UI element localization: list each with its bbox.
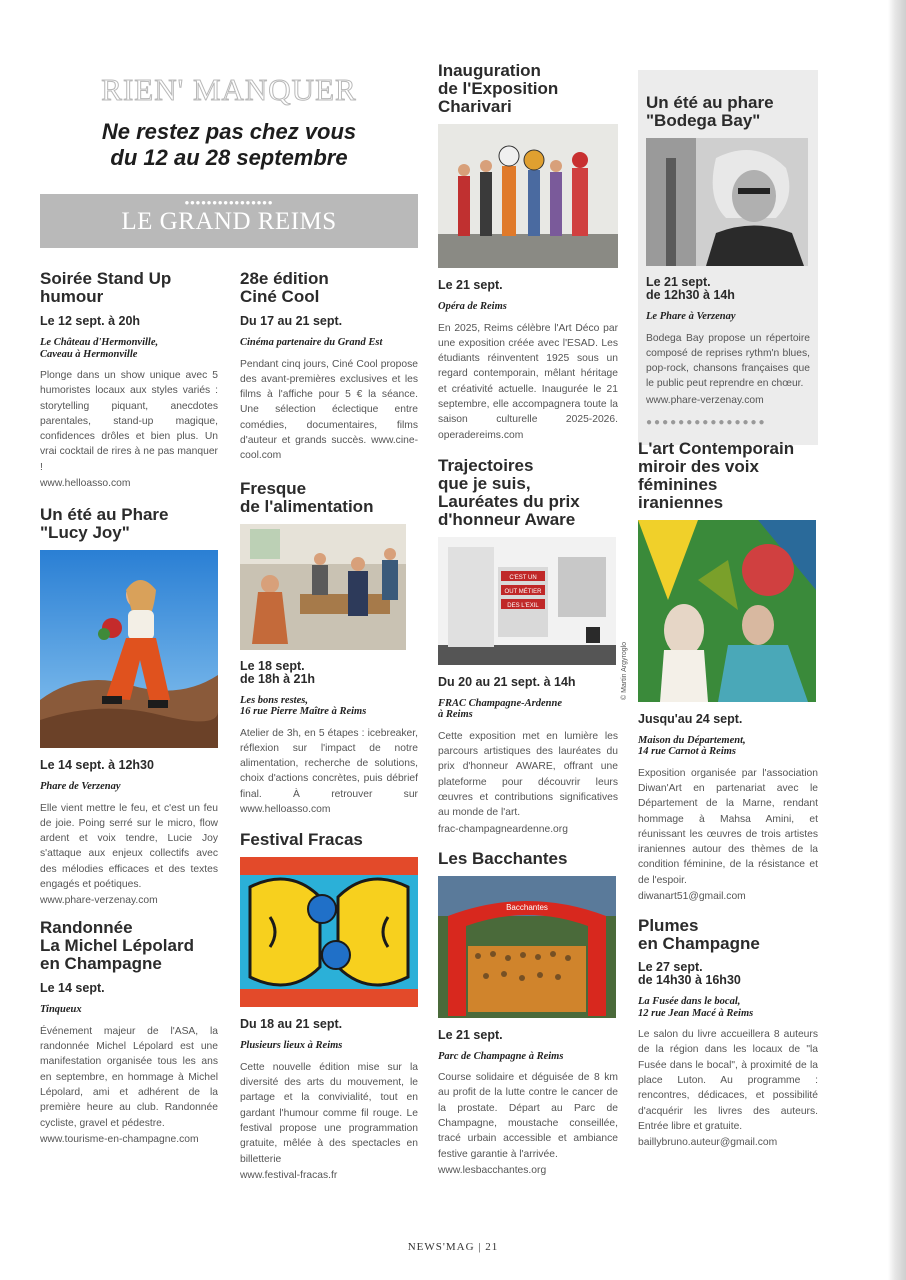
section-banner [40,194,418,248]
arch-label: Bacchantes [506,902,548,912]
separator-dots: ●●●●●●●●●●●●●●● [646,416,767,428]
event-url[interactable]: baillybruno.auteur@gmail.com [638,1137,778,1149]
event-place: Le Château d'Hermonville, Caveau à Hermonville [40,337,159,360]
event-randonnee [40,919,218,1146]
event-date: Le 14 sept. [40,981,105,996]
event-description: Exposition organisée par l'association Diwan'Art en partenariat avec le Département de la Marne, rendant hommage à Mahsa Amini, et réunissant les œuvres de trois artistes iraniennes autour des thèmes de la condition féminine, de la résistance et de l'espoir. [638,767,818,886]
event-trajectoires [438,457,618,836]
event-title: Trajectoires que je suis, Lauréates du prix d'honneur Aware [438,455,580,529]
event-place: Opéra de Reims [438,301,507,312]
event-url[interactable]: www.tourisme-en-champagne.com [40,1133,199,1145]
event-description: Elle vient mettre le feu, et c'est un feu de joie. Poing serré sur le micro, flow ardent et voix tendre, Lucie Joy s'attaque aux enjeux collectifs avec des mélodies efficaces et des textes engagés et poétiques. [40,802,218,891]
event-title: Randonnée La Michel Lépolard en Champagne [40,918,194,974]
tagline-line-1: Ne restez pas chez vous [101,119,357,144]
event-standup [40,270,218,490]
event-title: Un été au phare "Bodega Bay" [646,93,774,130]
event-cine-cool [240,270,418,464]
event-date: Du 18 au 21 sept. [240,1017,343,1032]
event-title: L'art Contemporain miroir des voix féminines iraniennes [638,438,795,512]
section-label: LE GRAND REIMS [121,208,337,235]
event-description: Course solidaire et déguisée de 8 km au profit de la lutte contre le cancer de la prostate. Départ au Parc de Champagne, moustache conseillée, tracé urbain accessible et ambiance festive garantie à l'arrivée. [438,1072,618,1160]
exhibition-sign-line-2: OUT MÉTIER [504,588,542,595]
event-url[interactable]: diwanart51@gmail.com [638,891,746,903]
event-title: Plumes en Champagne [638,916,760,954]
event-place: Les bons restes, 16 rue Pierre Maître à Reims [240,694,367,718]
event-place: Maison du Département, 14 rue Carnot à Reims [638,734,746,758]
event-title: Festival Fracas [240,830,363,850]
column-1 [40,270,218,1146]
event-title: Inauguration de l'Exposition Charivari [438,61,559,116]
event-title: Un été au Phare "Lucy Joy" [40,505,169,543]
event-place: FRAC Champagne-Ardenne à Reims [438,697,562,721]
event-date: Jusqu'au 24 sept. [638,711,743,726]
event-bacchantes [438,850,618,1177]
event-description: Pendant cinq jours, Ciné Cool propose des avant-premières exclusives et les films à l'affiche pour 5 € la séance. Une sélection éclectique entre comédies, documentaires, films d'auteur et grands succès. www.cine-cool.com [240,358,418,462]
event-place: Tinqueux [40,1004,82,1016]
event-place: Plusieurs lieux à Reims [240,1040,343,1052]
event-description: Bodega Bay propose un répertoire composé de reprises rythm'n blues, pop-rock, chansons françaises que le public peut reprendre en chœur. [646,332,810,390]
event-date: Du 20 au 21 sept. à 14h [438,674,576,689]
event-date: Le 27 sept. de 14h30 à 16h30 [638,960,741,988]
exhibition-sign-line-1: C'EST UN [509,574,537,581]
page-edge-shadow [888,0,906,1280]
event-description: Le salon du livre accueillera 8 auteurs de la région dans les locaux de "la Fusée dans le bocal", à proximité de la place Luton. Au programme : rencontres, dédicaces, et possibilité d'acquérir les livres des auteurs. Entrée libre et gratuite. [638,1029,818,1132]
bodega-bay-photo [646,138,808,266]
event-place: Cinéma partenaire du Grand Est [240,337,383,348]
event-fresque [240,480,418,818]
section-title: RIEN' MANQUER [101,72,357,107]
charivari-photo [438,124,618,268]
event-date: Le 12 sept. à 20h [40,314,141,328]
event-description: Événement majeur de l'ASA, la randonnée Michel Lépolard est une manifestation organisée tous les ans en septembre, en hommage à Michel Lépolard, ami et adhérent de la première heure au club. Randonnée cycliste, gravel et pédestre. [40,1025,218,1129]
page-footer: NEWS'MAG | 21 [407,1241,499,1253]
event-date: Le 21 sept. [438,1027,503,1042]
event-place: Parc de Champagne à Reims [438,1050,564,1062]
event-charivari [438,62,618,443]
tagline-line-2: du 12 au 28 septembre [110,145,348,170]
event-description: Plonge dans un show unique avec 5 humoristes locaux aux styles variés : storytelling piquant, anecdotes parentales, stand-up magique, confidences drôles et bien plus. Un vrai cocktail de rires à ne pas manquer ! [40,370,218,473]
event-title: Fresque de l'alimentation [240,478,374,516]
fresque-photo [240,524,406,650]
column-4 [638,70,818,1149]
event-date: Le 21 sept. de 12h30 à 14h [646,275,735,302]
event-festival-fracas [240,831,418,1182]
lucy-joy-photo [40,550,218,748]
column-2 [240,270,418,1182]
frac-exhibition-photo [438,537,616,665]
event-description: En 2025, Reims célèbre l'Art Déco par une exposition créée avec l'ESAD. Les étudiants réinventent 1925 sous un regard contemporain, mêlant héritage et créativité actuelle. Inaugurée le 21 septembre, elle accompagnera toute la saison culturelle 2025-2026. operadereims.com [438,322,618,441]
event-date: Le 14 sept. à 12h30 [40,758,154,773]
event-date: Le 21 sept. [438,278,503,292]
event-title: Soirée Stand Up humour [40,269,172,306]
festival-fracas-poster [240,857,418,1007]
event-url[interactable]: www.phare-verzenay.com [646,394,764,406]
column-3 [438,62,618,1177]
event-description: Cette nouvelle édition mise sur la diversité des arts du mouvement, le partage et la convivialité, tout en gardant l'humour comme fil rouge. Le festival propose une programmation gratuite, mêlée à des spectacles en billetterie [240,1061,418,1165]
event-title: 28e édition Ciné Cool [240,269,329,306]
banner-dots: •••••••••••••••• [184,195,274,210]
event-url[interactable]: www.phare-verzenay.com [40,895,158,907]
event-url[interactable]: frac-champagneardenne.org [438,823,568,835]
event-title: Les Bacchantes [438,848,568,868]
event-art-contemporain [638,440,818,903]
event-url[interactable]: www.helloasso.com [40,478,131,490]
event-url[interactable]: www.festival-fracas.fr [240,1169,338,1181]
photo-credit: © Martin Argyroglo [621,641,628,700]
event-plumes [638,917,818,1149]
iranian-artwork-image [638,520,816,702]
event-bodega-bay [638,70,818,428]
bacchantes-photo [438,876,616,1018]
event-url[interactable]: www.lesbacchantes.org [438,1164,547,1176]
exhibition-sign-line-3: DES L'EXIL [507,602,539,609]
event-lucy-joy [40,506,218,907]
event-description: Atelier de 3h, en 5 étapes : icebreaker, réflexion sur l'impact de notre alimentation, recherche de solutions, choix d'actions concrètes, puis débrief final. À retrouver sur www.helloasso.com [240,727,418,816]
event-date: Le 18 sept. de 18h à 21h [240,658,316,686]
event-description: Cette exposition met en lumière les parcours artistiques des lauréates du prix d'honneur AWARE, offrant une plateforme pour découvrir leurs œuvres et contributions significatives au monde de l'art. [438,730,618,819]
event-place: Phare de Verzenay [40,781,121,793]
event-place: Le Phare à Verzenay [646,311,736,322]
event-place: La Fusée dans le bocal, 12 rue Jean Macé à Reims [638,996,754,1019]
event-date: Du 17 au 21 sept. [240,314,343,328]
